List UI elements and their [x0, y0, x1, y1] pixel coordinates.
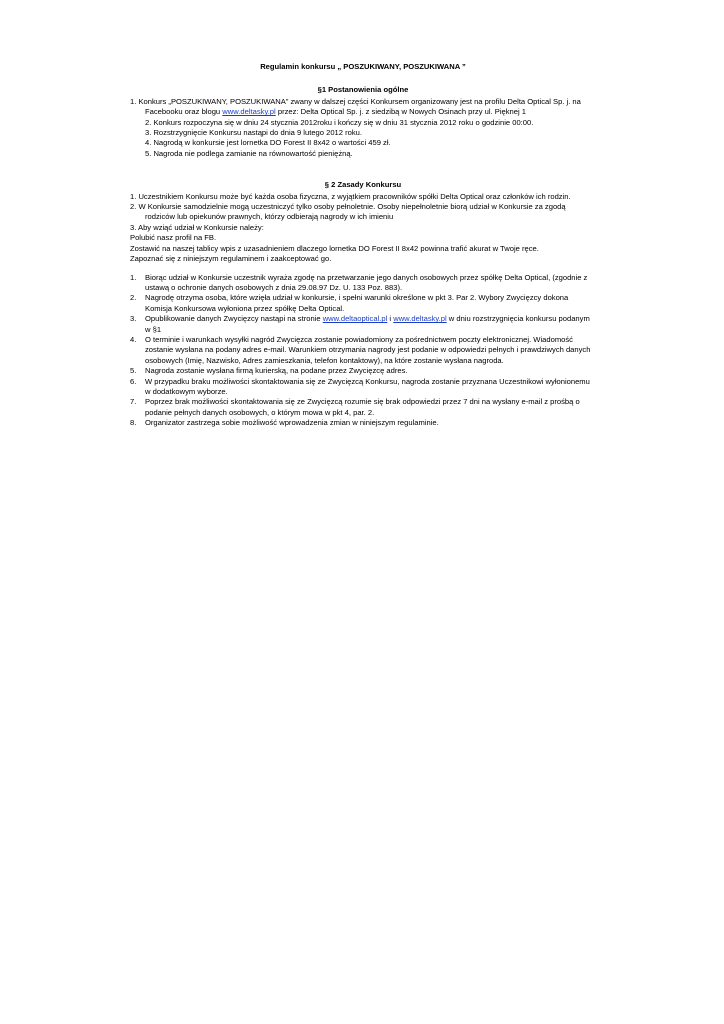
list-item-number: 8.: [130, 418, 137, 428]
list-item-text-prefix: Opublikowanie danych Zwycięzcy nastąpi na stronie: [145, 314, 323, 324]
deltasky-link-2[interactable]: www.deltasky.pl: [393, 314, 447, 324]
list-item-text: O terminie i warunkach wysyłki nagród Zwycięzca zostanie powiadomiony za pośrednictwem poczty elektronicznej. Wiadomość zostanie wysłana na podany adres e-mail. Warunkiem otrzymania nagrody jest podanie w odpowiedzi pełnych i prawdziwych danych osobowych (Imię, Nazwisko, Adres zamieszkania, telefon kontaktowy), na które zostanie wysłana nagroda.: [145, 334, 591, 365]
list-item: [130, 335, 596, 366]
list-item-text: Organizator zastrzega sobie możliwość wprowadzenia zmian w niniejszym regulaminie.: [145, 418, 439, 428]
list-item: [130, 397, 596, 418]
section-1-item-1: [130, 97, 596, 118]
section-1-item-3: 3. Rozstrzygnięcie Konkursu nastąpi do dnia 9 lutego 2012 roku.: [145, 128, 362, 138]
list-item-text-mid: i: [387, 314, 394, 324]
list-item-text-suffix: w dniu rozstrzygnięcia konkursu podanym w §1: [145, 314, 590, 334]
list-item: [130, 418, 596, 428]
section-2-item-1: 1. Uczestnikiem Konkursu może być każda osoba fizyczna, z wyjątkiem pracowników spółki Delta Optical oraz członków ich rodzin.: [130, 191, 571, 201]
list-item-text: Nagroda zostanie wysłana firmą kurierską, na podane przez Zwycięzcę adres.: [145, 366, 408, 376]
list-item-number: 3.: [130, 314, 137, 324]
list-item-number: 7.: [130, 397, 137, 407]
list-item-number: 5.: [130, 366, 137, 376]
list-item: [130, 377, 596, 398]
section-2-step-1: Polubić nasz profil na FB.: [130, 233, 217, 243]
deltaoptical-link[interactable]: www.deltaoptical.pl: [322, 314, 388, 324]
section-1-item-2: 2. Konkurs rozpoczyna się w dniu 24 stycznia 2012roku i kończy się w dniu 31 stycznia 2012 roku o godzinie 00:00.: [145, 117, 534, 127]
document-title: Regulamin konkursu „ POSZUKIWANY, POSZUKIWANA ”: [260, 62, 466, 71]
list-item-text: Poprzez brak możliwości skontaktowania się ze Zwycięzcą rozumie się brak odpowiedzi przez 7 dni na wysłany e-mail z prośbą o podanie pełnych danych osobowych, o którym mowa w pkt 4, par. 2.: [145, 397, 580, 417]
list-item-text: Nagrodę otrzyma osoba, które wzięła udział w konkursie, i spełni warunki określone w pkt 3. Par 2. Wybory Zwycięzcy dokona Komisja Konkursowa wyłoniona przez spółkę Delta Optical.: [145, 293, 569, 313]
list-item-number: 6.: [130, 376, 137, 386]
list-item-number: 4.: [130, 334, 137, 344]
section-2-heading: § 2 Zasady Konkursu: [324, 180, 402, 190]
deltasky-link[interactable]: www.deltasky.pl: [222, 107, 276, 117]
document-content: [130, 62, 596, 429]
list-item-text: Biorąc udział w Konkursie uczestnik wyraża zgodę na przetwarzanie jego danych osobowych przez spółkę Delta Optical, (zgodnie z ustawą o ochronie danych osobowych z dnia 29.08.97 Dz. U. 133 Poz. 883).: [145, 272, 588, 292]
section-1-item-5: 5. Nagroda nie podlega zamianie na równowartość pieniężną.: [145, 148, 353, 158]
list-item: [130, 314, 596, 335]
list-item-number: 1.: [130, 272, 137, 282]
list-item: [130, 293, 596, 314]
list-item-text: W przypadku braku możliwości skontaktowania się ze Zwycięzcą Konkursu, nagroda zostanie przyznana Uczestnikowi wyłonionemu w dodatkowym wyborze.: [145, 376, 590, 396]
section-1-item-1-prefix: 1. Konkurs „POSZUKIWANY, POSZUKIWANA” zwany w dalszej części Konkursem organizowany jest na profilu Delta Optical Sp. j. na Facebooku oraz blogu: [130, 96, 581, 117]
list-item: [130, 366, 596, 376]
section-1-item-4: 4. Nagrodą w konkursie jest lornetka DO Forest II 8x42 o wartości 459 zł.: [145, 138, 391, 148]
section-2-item-3: 3. Aby wziąć udział w Konkursie należy:: [130, 222, 264, 232]
section-1-heading: §1 Postanowienia ogólne: [317, 85, 409, 95]
section-1-item-1-suffix: przez: Delta Optical Sp. j. z siedzibą w Nowych Osinach przy ul. Pięknej 1: [275, 107, 527, 117]
list-item-number: 2.: [130, 293, 137, 303]
list-item: [130, 273, 596, 294]
rules-list: [130, 273, 596, 429]
section-2-item-2: 2. W Konkursie samodzielnie mogą uczestniczyć tylko osoby pełnoletnie. Osoby niepełnoletnie biorą udział w Konkursie za zgodą rodziców lub opiekunów prawnych, którzy odbierają nagrody w ich imieniu: [130, 202, 566, 222]
section-2-step-2: Zostawić na naszej tablicy wpis z uzasadnieniem dlaczego lornetka DO Forest II 8x42 powinna trafić akurat w Twoje ręce.: [130, 243, 539, 253]
section-2-step-3: Zapoznać się z niniejszym regulaminem i zaakceptować go.: [130, 254, 332, 264]
